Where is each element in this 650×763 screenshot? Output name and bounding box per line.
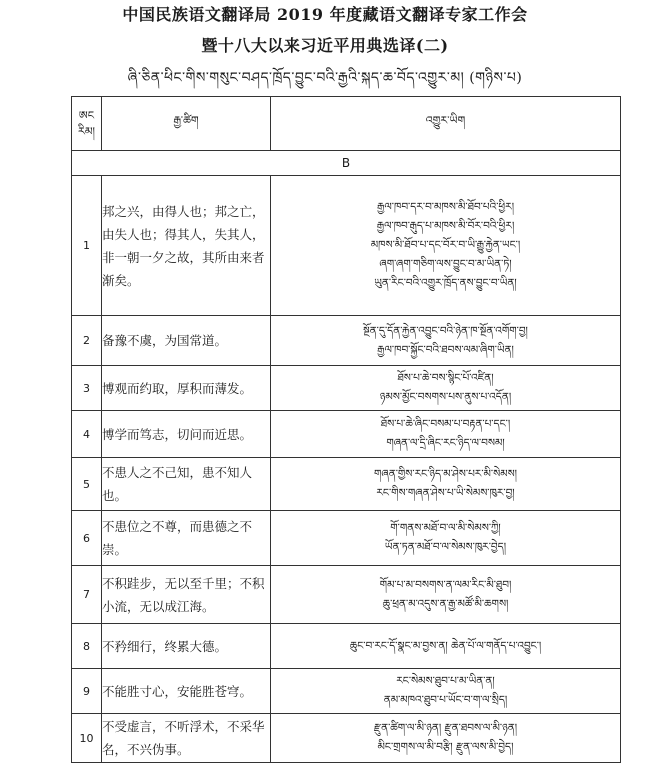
translation-line: རང་སེམས་ཐུབ་པ་མ་ཡིན་ན། xyxy=(396,675,495,687)
chinese-quote: 不能胜寸心，安能胜苍穹。 xyxy=(102,669,271,714)
tibetan-translation xyxy=(271,511,621,566)
chinese-quote: 博观而约取，厚积而薄发。 xyxy=(102,366,271,411)
section-letter: B xyxy=(72,151,621,176)
translation-line: གོམ་པ་མ་བསགས་ན་ལམ་རིང་མི་ཐུབ། xyxy=(379,578,512,591)
translation-line: རྫུན་ཚིག་ལ་མི་ཉན། རྫུན་ཐབས་ལ་མི་ཉན། xyxy=(373,722,518,734)
table-row xyxy=(72,458,621,511)
translation-line: ཡུན་རིང་བའི་འགྱུར་ཁྲོད་ནས་བྱུང་བ་ཡིན། xyxy=(374,277,517,289)
tibetan-translation xyxy=(271,624,621,669)
translation-line: ཆུ་ཕྲན་མ་འདུས་ན་རྒྱ་མཚོ་མི་ཆགས། xyxy=(382,597,509,610)
chinese-quote: 博学而笃志，切问而近思。 xyxy=(102,411,271,458)
translation-line: ཐོས་པ་ཆེ་ཞིང་བསམ་པ་བརྟན་པ་དང་། xyxy=(380,418,511,430)
translation-line: ཡོན་ཏན་མཐོ་བ་ལ་སེམས་ཁུར་བྱེད། xyxy=(384,541,507,553)
translation-line: གཞན་གྱིས་རང་ཉིད་མ་ཤེས་པར་མི་སེམས། xyxy=(373,468,518,480)
row-number: 3 xyxy=(72,366,102,411)
tibetan-translation xyxy=(271,411,621,458)
header-number-line2: རིམ། xyxy=(77,124,96,138)
row-number: 9 xyxy=(72,669,102,714)
translation-line: ཆུང་བ་རང་དོ་སྣང་མ་བྱས་ན། ཆེན་པོ་ལ་གནོད་པ་འབྱུང་། xyxy=(349,639,542,652)
header-chinese: རྒྱ་ཚིག xyxy=(102,97,271,151)
row-number: 4 xyxy=(72,411,102,458)
chinese-quote: 不患人之不己知，患不知人也。 xyxy=(102,458,271,511)
doc-title-line2: 暨十八大以来习近平用典选译(二) xyxy=(201,36,449,55)
header-translation: འགྱུར་ཡིག xyxy=(271,97,621,151)
translation-line: ནམ་མཁའ་ཐུབ་པ་ཡོང་བ་ག་ལ་སྲིད། xyxy=(383,694,508,706)
row-number: 7 xyxy=(72,566,102,624)
tibetan-translation xyxy=(271,366,621,411)
header-number-line1: ཨང xyxy=(78,108,95,122)
row-number: 2 xyxy=(72,316,102,366)
table-header-row xyxy=(72,97,621,151)
translation-line: གོ་གནས་མཐོ་བ་ལ་མི་སེམས་ཀྱི། xyxy=(390,522,501,534)
row-number: 8 xyxy=(72,624,102,669)
row-number: 1 xyxy=(72,176,102,316)
doc-title-line3-tibetan: ཞི་ཅིན་ཕིང་གིས་གསུང་བཤད་ཁྲོད་བྱུང་བའི་རྒྱའི་སྐད་ཆ་བོད་འགྱུར་མ། (གཉིས་པ) xyxy=(127,70,523,86)
header-number xyxy=(72,97,102,151)
chinese-quote: 邦之兴，由得人也；邦之亡，由失人也；得其人，失其人，非一朝一夕之故，其所由来者渐矣。 xyxy=(102,176,271,316)
tibetan-translation xyxy=(271,458,621,511)
chinese-quote: 不患位之不尊，而患德之不崇。 xyxy=(102,511,271,566)
chinese-quote: 备豫不虞，为国常道。 xyxy=(102,316,271,366)
tibetan-translation xyxy=(271,714,621,763)
translation-line: གཞན་ལ་དྲི་ཞིང་རང་ཉིད་ལ་བསམ། xyxy=(386,437,505,449)
tibetan-translation xyxy=(271,316,621,366)
table-row xyxy=(72,411,621,458)
row-number: 10 xyxy=(72,714,102,763)
table-row xyxy=(72,714,621,763)
table-row xyxy=(72,511,621,566)
translation-line: མཁས་མི་ཐོབ་པ་དང་བོར་བ་ཡི་རྒྱུ་རྐྱེན་ཡང་། xyxy=(370,239,521,251)
translation-line: ཉམས་མྱོང་བསགས་པས་ནུས་པ་འདོན། xyxy=(379,391,512,403)
translation-line: རྒྱལ་ཁབ་སྐྱོང་བའི་ཐབས་ལམ་ཞིག་ཡིན། xyxy=(377,343,514,356)
chinese-quote: 不积跬步，无以至千里；不积小流，无以成江海。 xyxy=(102,566,271,624)
table-row xyxy=(72,366,621,411)
table-row xyxy=(72,624,621,669)
table-row xyxy=(72,566,621,624)
translation-line: ཞག་ཞག་གཅིག་ལས་བྱུང་བ་མ་ཡིན་ཏེ། xyxy=(379,258,512,270)
tibetan-translation xyxy=(271,176,621,316)
translation-line: རྒྱལ་ཁབ་དར་བ་མཁས་མི་ཐོབ་པའི་ཕྱིར། xyxy=(376,201,515,213)
translation-line: ཐོས་པ་ཆེ་བས་སྙིང་པོ་འཛིན། xyxy=(397,372,494,384)
doc-title-line1: 中国民族语文翻译局 2019 年度藏语文翻译专家工作会 xyxy=(122,5,528,24)
tibetan-translation xyxy=(271,669,621,714)
chinese-quote: 不受虚言，不听浮术，不采华名，不兴伪事。 xyxy=(102,714,271,763)
table-row xyxy=(72,316,621,366)
translation-line: རང་གིས་གཞན་ཤེས་པ་ཡི་སེམས་ཁུར་བྱ། xyxy=(376,487,515,499)
section-letter-row xyxy=(72,151,621,176)
translation-line: མིང་གྲགས་ལ་མི་བརྩི། རྫུན་ལས་མི་བྱེད། xyxy=(377,741,514,753)
row-number: 6 xyxy=(72,511,102,566)
tibetan-translation xyxy=(271,566,621,624)
chinese-quote: 不矜细行，终累大德。 xyxy=(102,624,271,669)
translation-line: རྒྱལ་ཁབ་རྒུད་པ་མཁས་མི་བོར་བའི་ཕྱིར། xyxy=(376,220,515,232)
translation-line: སྔོན་དུ་དོན་རྐྱེན་འབྱུང་བའི་ཉེན་ཁ་སྔོན་འགོག་བྱ། xyxy=(363,324,528,337)
row-number: 5 xyxy=(72,458,102,511)
table-row xyxy=(72,669,621,714)
quotation-table xyxy=(71,96,621,763)
table-row xyxy=(72,176,621,316)
